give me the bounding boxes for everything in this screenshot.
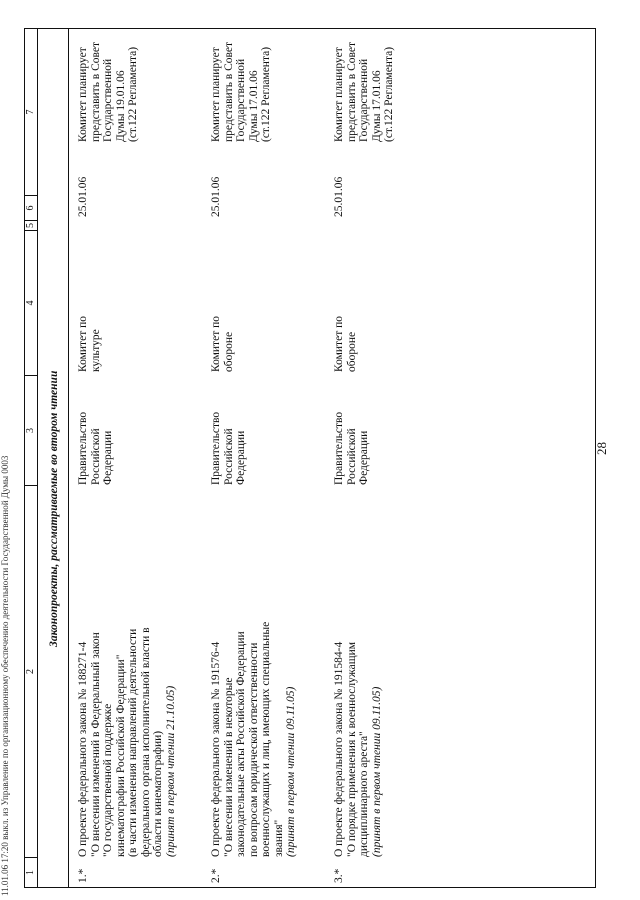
committee-plan-line: (ст.122 Регламента) bbox=[260, 46, 272, 142]
committee-plan-line: Комитет планирует bbox=[333, 47, 345, 142]
responsible-committee bbox=[333, 272, 358, 372]
responsible-committee-line: обороне bbox=[222, 331, 235, 372]
initiator-line: Федерации bbox=[358, 430, 370, 485]
initiator-line: Правительство bbox=[210, 411, 222, 485]
committee-plan-line: представить в Совет bbox=[345, 41, 358, 142]
bill-description-line: О проекте федерального закона № 191576-4 bbox=[210, 641, 222, 857]
bill-description bbox=[333, 487, 383, 857]
bill-description-line: О проекте федерального закона № 188271-4 bbox=[77, 641, 89, 857]
responsible-committee-line: Комитет по bbox=[333, 316, 345, 372]
column-header: 2 bbox=[25, 485, 37, 857]
column-header: 5 bbox=[25, 220, 37, 230]
bill-description-line: "О порядке применения к военнослужащим bbox=[345, 641, 358, 857]
bill-description-line: дисциплинарного ареста" bbox=[358, 731, 370, 857]
bill-description bbox=[210, 487, 298, 857]
initiator-line: Российской bbox=[345, 428, 358, 485]
bill-description-line: законодательные акты Российской Федерации bbox=[235, 631, 247, 857]
first-reading-note: (принят в первом чтении 09.11.05) bbox=[370, 686, 383, 857]
committee-plan-line: представить в Совет bbox=[222, 41, 235, 142]
column-header: 1 bbox=[25, 857, 37, 887]
committee-plan-line: Комитет планирует bbox=[210, 47, 222, 142]
page-number: 28 bbox=[594, 442, 609, 455]
row-number: 3.* bbox=[333, 868, 345, 883]
initiator-line: Правительство bbox=[77, 411, 89, 485]
committee-plan-line: Комитет планирует bbox=[77, 47, 89, 142]
initiator-line: Российской bbox=[222, 428, 235, 485]
initiator-line: Российской bbox=[89, 428, 102, 485]
responsible-committee-line: культуре bbox=[89, 329, 102, 372]
initiator-line: Правительство bbox=[333, 411, 345, 485]
bill-description-line: (в части изменения направлений деятельности bbox=[127, 628, 139, 857]
column-header-row bbox=[25, 29, 38, 887]
committee-plan-line: Государственной bbox=[358, 58, 370, 142]
initiator bbox=[77, 385, 115, 485]
agenda-table bbox=[24, 28, 596, 888]
bill-description-line: военнослужащих и лиц, имеющих специальные bbox=[260, 621, 272, 857]
column-header: 3 bbox=[25, 375, 37, 485]
bill-description bbox=[77, 487, 177, 857]
committee-plan-line: Думы 17.01.06 bbox=[247, 70, 260, 142]
committee-plan-line: Государственной bbox=[235, 58, 247, 142]
responsible-committee bbox=[77, 272, 102, 372]
committee-plan bbox=[333, 0, 396, 142]
initiator bbox=[333, 385, 371, 485]
committee-plan bbox=[210, 0, 273, 142]
committee-plan-line: Думы 17.01.06 bbox=[370, 70, 383, 142]
committee-plan-line: представить в Совет bbox=[89, 41, 102, 142]
committee-plan-line: (ст.122 Регламента) bbox=[127, 46, 139, 142]
consideration-date: 25.01.06 bbox=[333, 176, 345, 217]
first-reading-note: (принят в первом чтении 21.10.05) bbox=[164, 685, 177, 857]
bill-description-line: звания" bbox=[272, 819, 285, 857]
section-title: Законопроекты, рассматриваемые во втором чтении bbox=[39, 29, 69, 887]
initiator bbox=[210, 385, 248, 485]
initiator-line: Федерации bbox=[235, 430, 247, 485]
bill-description-line: по вопросам юридической ответственности bbox=[247, 642, 260, 857]
footer-note: 11.01.06 17:20 выкл. из Управление по организационному обеспечению деятельности Государственной Думы 0003 bbox=[0, 455, 10, 896]
responsible-committee-line: Комитет по bbox=[77, 316, 89, 372]
committee-plan bbox=[77, 0, 140, 142]
responsible-committee-line: обороне bbox=[345, 331, 358, 372]
bill-description-line: "О внесении изменений в некоторые bbox=[222, 677, 235, 857]
initiator-line: Федерации bbox=[102, 430, 114, 485]
column-header: 4 bbox=[25, 230, 37, 375]
committee-plan-line: (ст.122 Регламента) bbox=[383, 46, 395, 142]
responsible-committee bbox=[210, 272, 235, 372]
bill-description-line: "О внесении изменений в Федеральный закон bbox=[89, 632, 102, 857]
first-reading-note: (принят в первом чтении 09.11.05) bbox=[285, 686, 297, 857]
bill-description-line: федерального органа исполнительной власти в bbox=[139, 627, 152, 857]
committee-plan-line: Думы 19.01.06 bbox=[114, 70, 127, 142]
responsible-committee-line: Комитет по bbox=[210, 316, 222, 372]
bill-description-line: "О государственной поддержке bbox=[102, 703, 114, 857]
bill-description-line: области кинематографии) bbox=[152, 730, 164, 857]
row-number: 1.* bbox=[77, 868, 89, 883]
consideration-date: 25.01.06 bbox=[77, 176, 89, 217]
bill-description-line: кинематографии Российской Федерации" bbox=[114, 654, 127, 857]
consideration-date: 25.01.06 bbox=[210, 176, 222, 217]
committee-plan-line: Государственной bbox=[102, 58, 114, 142]
bill-description-line: О проекте федерального закона № 191584-4 bbox=[333, 641, 345, 857]
column-header: 6 bbox=[25, 195, 37, 220]
column-header: 7 bbox=[25, 109, 36, 115]
row-number: 2.* bbox=[210, 868, 222, 883]
